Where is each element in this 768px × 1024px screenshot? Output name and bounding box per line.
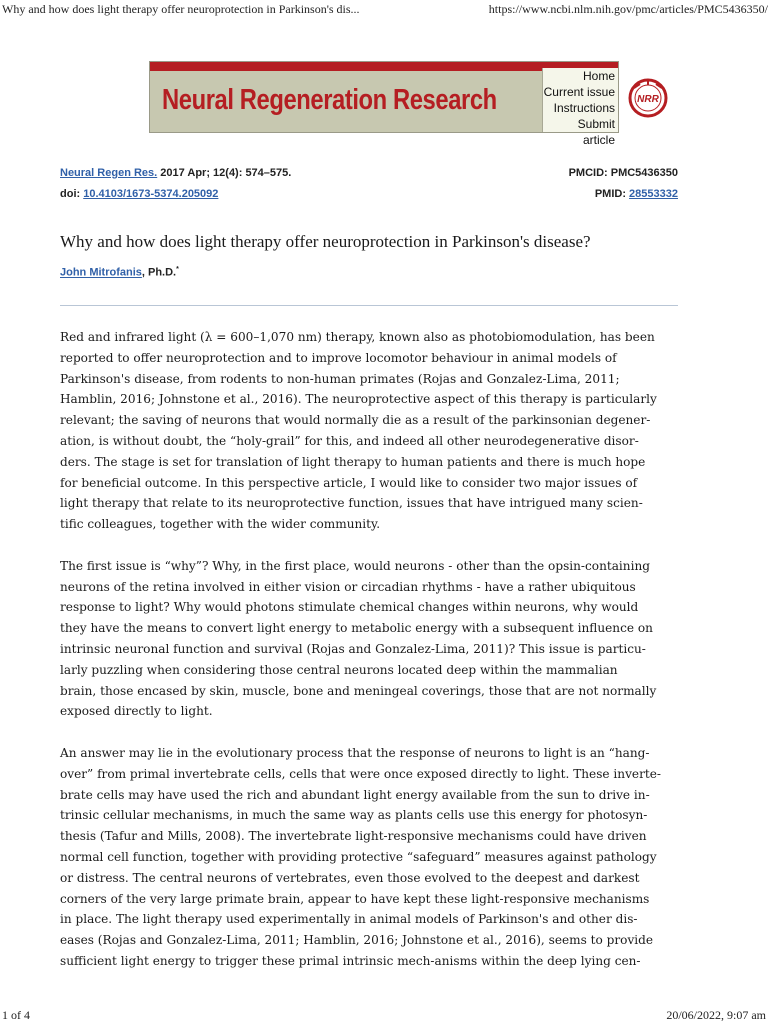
body-line: larly puzzling when considering those central neurons located deep within the mammalian — [60, 662, 618, 677]
body-line: in place. The light therapy used experimentally in animal models of Parkinson's and other dis- — [60, 912, 638, 927]
print-datetime: 20/06/2022, 9:07 am — [666, 1008, 766, 1022]
journal-logo-mark: NRR — [637, 94, 659, 105]
journal-banner — [149, 61, 659, 147]
body-line: they have the means to convert light energy to metabolic energy with a subsequent influence on — [60, 621, 653, 636]
body-line: Parkinson's disease, from rodents to non-human primates (Rojas and Gonzalez-Lima, 2011; — [60, 371, 620, 386]
body-line: The first issue is “why”? Why, in the first place, would neurons - other than the opsin-containing — [60, 558, 650, 573]
pmcid: PMCID: PMC5436350 — [568, 167, 678, 179]
body-line: normal cell function, together with providing protective “safeguard” measures against pathology — [60, 849, 657, 864]
pmid-line — [595, 188, 678, 200]
body-line: for beneficial outcome. In this perspective article, I would like to consider two major issues of — [60, 475, 638, 490]
nav-home[interactable]: Home — [582, 69, 615, 83]
print-footer — [0, 1006, 768, 1024]
divider — [60, 305, 678, 306]
nav-current-issue[interactable]: Current issue — [543, 85, 615, 99]
print-header — [0, 0, 768, 20]
article-body — [60, 327, 680, 993]
journal-name: Neural Regeneration Research — [162, 84, 497, 116]
body-line: trinsic cellular mechanisms, in much the same way as plants cells use this energy for photosyn- — [60, 808, 648, 823]
journal-link[interactable]: Neural Regen Res. — [60, 167, 158, 179]
print-header-url: https://www.ncbi.nlm.nih.gov/pmc/articles/PMC5436350/ — [488, 2, 768, 16]
body-line: brain, those encased by skin, muscle, bone and meningeal coverings, those that are not normally — [60, 683, 657, 698]
body-line: corners of the very large primate brain, appear to have kept these light-responsive mechanisms — [60, 891, 650, 906]
body-line: eases (Rojas and Gonzalez-Lima, 2011; Hamblin, 2016; Johnstone et al., 2016), seems to provide — [60, 933, 654, 948]
banner-nav — [542, 68, 618, 147]
body-line: tific colleagues, together with the wider community. — [60, 517, 381, 532]
author-line — [60, 266, 179, 279]
author-suffix: , Ph.D. — [141, 266, 177, 279]
doi-link[interactable]: 10.4103/1673-5374.205092 — [83, 188, 219, 200]
body-line: neurons of the retina involved in either vision or circadian rhythms - have a rather ubiquitous — [60, 579, 636, 594]
pmid-label: PMID: — [594, 188, 630, 200]
body-line: response to light? Why would photons stimulate chemical changes within neurons, why would — [60, 600, 639, 615]
body-line: or distress. The central neurons of vertebrates, even those evolved to the deepest and darkest — [60, 870, 640, 885]
nav-submit-article[interactable]: Submit article — [577, 117, 615, 147]
doi-label: doi: — [60, 188, 84, 200]
doi-line — [60, 188, 218, 200]
body-line: ation, is without doubt, the “holy-grail” for this, and indeed all other neurodegenerative disor- — [60, 433, 639, 448]
citation-line — [60, 167, 291, 179]
nav-instructions[interactable]: Instructions — [553, 101, 615, 115]
body-line: light therapy that relate to its neuroprotective function, issues that have intrigued many scien- — [60, 496, 643, 511]
page-number: 1 of 4 — [2, 1008, 30, 1022]
author-mark: * — [176, 266, 179, 273]
author-link[interactable]: John Mitrofanis — [60, 266, 142, 279]
print-header-title: Why and how does light therapy offer neuroprotection in Parkinson's dis... — [2, 2, 360, 16]
body-line: thesis (Tafur and Mills, 2008). The invertebrate light-responsive mechanisms could have driven — [60, 829, 647, 844]
article-title: Why and how does light therapy offer neuroprotection in Parkinson's disease? — [60, 232, 591, 251]
pmid-link[interactable]: 28553332 — [629, 188, 678, 200]
body-line: brate cells may have used the rich and abundant light energy available from the sun to drive in- — [60, 787, 650, 802]
citation-issue: 2017 Apr; 12(4): 574–575. — [157, 167, 292, 179]
paragraph-1 — [60, 327, 680, 535]
body-line: over” from primal invertebrate cells, cells that were once exposed directly to light. These inverte- — [60, 766, 661, 781]
body-line: ders. The stage is set for translation of light therapy to human patients and there is much hope — [60, 454, 646, 469]
body-line: Red and infrared light (λ = 600–1,070 nm) therapy, known also as photobiomodulation, has been — [60, 330, 655, 344]
body-line: exposed directly to light. — [60, 704, 213, 719]
paragraph-3 — [60, 743, 680, 972]
body-line: reported to offer neuroprotection and to improve locomotor behaviour in animal models of — [60, 350, 617, 365]
body-line: An answer may lie in the evolutionary process that the response of neurons to light is an “hang- — [60, 745, 650, 760]
body-line: Hamblin, 2016; Johnstone et al., 2016). The neuroprotective aspect of this therapy is particularly — [60, 392, 657, 407]
body-line: relevant; the saving of neurons that would normally die as a result of the parkinsonian degener- — [60, 413, 651, 428]
body-line: sufficient light energy to trigger these primal intrinsic mech-anisms within the deep lying cen- — [60, 953, 641, 968]
body-line: intrinsic neuronal function and survival (Rojas and Gonzalez-Lima, 2011)? This issue is particu- — [60, 641, 646, 656]
journal-logo-icon — [628, 78, 668, 118]
paragraph-2 — [60, 556, 680, 722]
